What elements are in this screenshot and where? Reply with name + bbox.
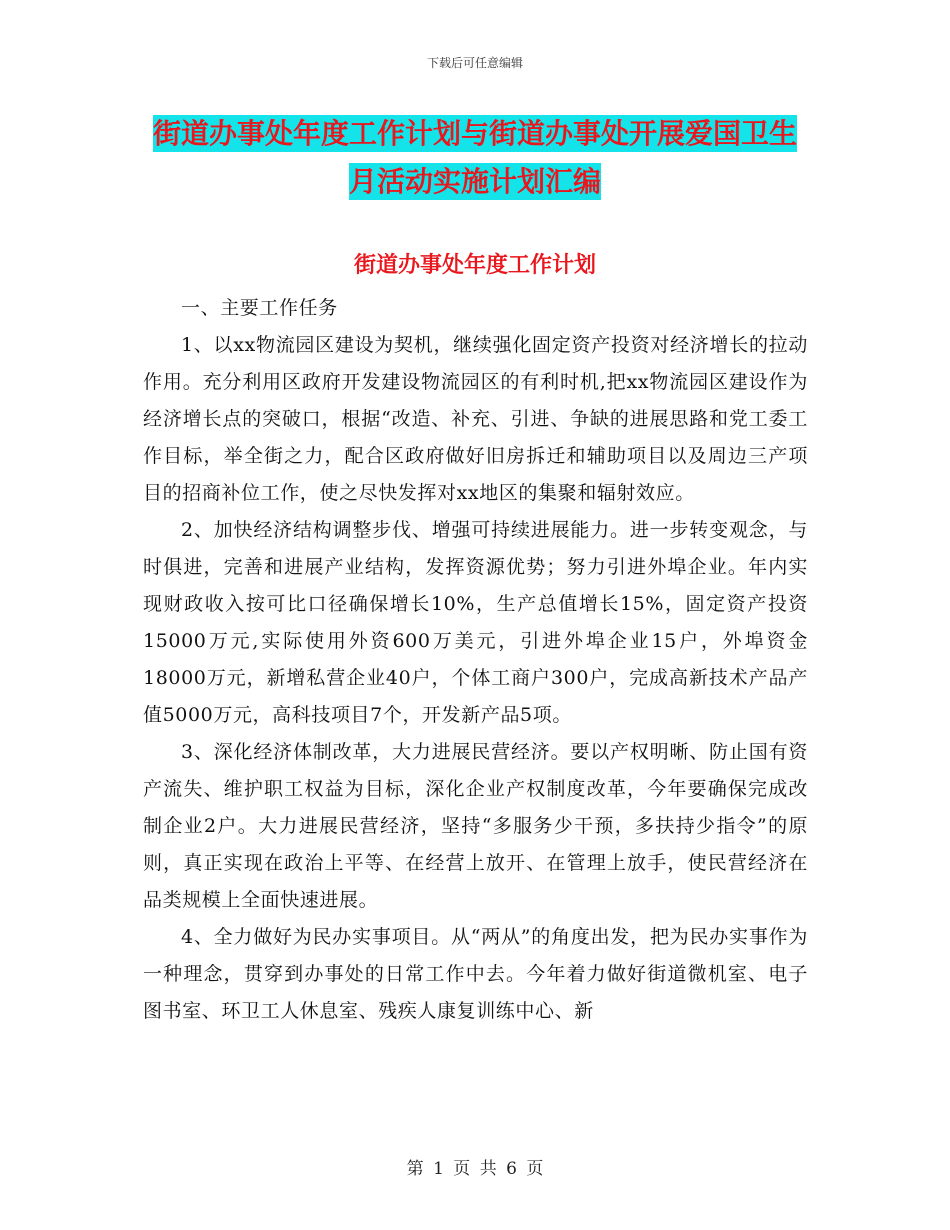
- page-header-note: 下载后可任意编辑: [426, 56, 523, 70]
- paragraph-heading: 一、主要工作任务: [181, 297, 338, 319]
- section-title: 街道办事处年度工作计划: [353, 253, 596, 278]
- document-title-line-2: 月活动实施计划汇编: [348, 165, 601, 198]
- page-number-footer: 第 1 页 共 6 页: [406, 1159, 544, 1179]
- paragraph: 3、深化经济体制改革，大力进展民营经济。要以产权明晰、防止国有资产流失、维护职工权益为目标，深化企业产权制度改革，今年要确保完成改制企业2户。大力进展民营经济，坚持“多服务少干预，多扶持少指令”的原则，真正实现在政治上平等、在经营上放开、在管理上放手，使民营经济在品类规模上全面快速进展。: [143, 741, 808, 911]
- paragraph: 4、全力做好为民办实事项目。从“两从”的角度出发，把为民办实事作为一种理念，贯穿到办事处的日常工作中去。今年着力做好街道微机室、电子图书室、环卫工人休息室、残疾人康复训练中心、新: [143, 926, 808, 1022]
- document-title-line-1: 街道办事处年度工作计划与街道办事处开展爱国卫生: [152, 117, 797, 150]
- document-body: [143, 290, 808, 1030]
- document-title: [0, 110, 950, 206]
- paragraph: 2、加快经济结构调整步伐、增强可持续进展能力。进一步转变观念，与时俱进，完善和进展产业结构，发挥资源优势；努力引进外埠企业。年内实现财政收入按可比口径确保增长10%，生产总值增长15%，固定资产投资15000万元,实际使用外资600万美元，引进外埠企业15户，外埠资金18000万元，新增私营企业40户，个体工商户300户，完成高新技术产品产值5000万元，高科技项目7个，开发新产品5项。: [143, 519, 808, 726]
- paragraph: 1、以xx物流园区建设为契机，继续强化固定资产投资对经济增长的拉动作用。充分利用区政府开发建设物流园区的有利时机,把xx物流园区建设作为经济增长点的突破口，根据“改造、补充、引进、争缺的进展思路和党工委工作目标，举全街之力，配合区政府做好旧房拆迁和辅助项目以及周边三产项目的招商补位工作，使之尽快发挥对xx地区的集聚和辐射效应。: [143, 334, 808, 504]
